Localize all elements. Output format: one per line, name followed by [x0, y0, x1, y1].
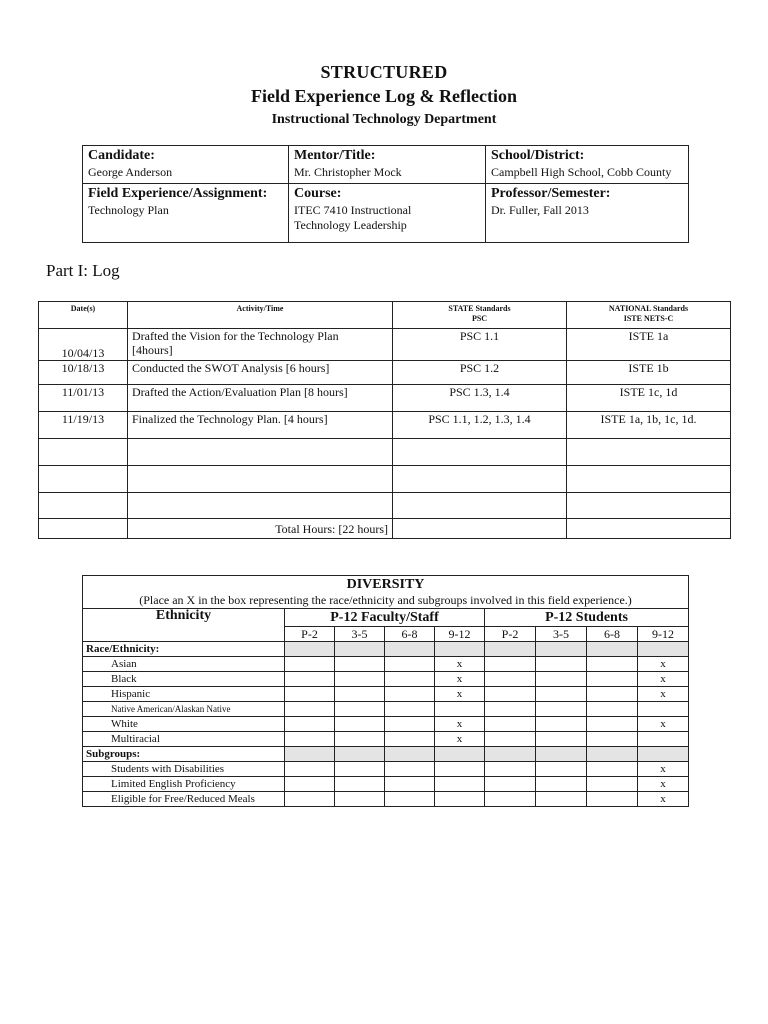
- race-section-row: [83, 642, 689, 657]
- race-label: Hispanic: [83, 687, 285, 702]
- log-header-national: [567, 302, 731, 329]
- candidate-cell: [83, 146, 289, 184]
- title-block: [0, 60, 768, 130]
- assignment-value: Technology Plan: [88, 203, 169, 217]
- subgroup-label: Students with Disabilities: [83, 762, 285, 777]
- grade-header: P-2: [285, 627, 335, 642]
- grade-header: 3-5: [335, 627, 385, 642]
- log-date: 10/18/13: [39, 361, 128, 385]
- log-empty-row: [39, 493, 731, 519]
- grade-header: 6-8: [385, 627, 435, 642]
- log-row: [39, 329, 731, 361]
- race-row: [83, 702, 689, 717]
- log-national: ISTE 1a, 1b, 1c, 1d.: [567, 412, 731, 439]
- log-header-state-line-1: STATE Standards: [448, 304, 511, 313]
- grade-header: 3-5: [536, 627, 587, 642]
- log-total-hours: Total Hours: [22 hours]: [128, 519, 393, 539]
- race-row: [83, 672, 689, 687]
- student-mark: x: [638, 717, 689, 732]
- log-date: 11/19/13: [39, 412, 128, 439]
- race-label: White: [83, 717, 285, 732]
- log-empty-row: [39, 466, 731, 493]
- diversity-students-header: P-12 Students: [485, 609, 689, 627]
- grade-header: 9-12: [638, 627, 689, 642]
- log-activity: Drafted the Action/Evaluation Plan [8 hours]: [128, 385, 393, 412]
- log-state: PSC 1.1: [393, 329, 567, 361]
- school-cell: [486, 146, 689, 184]
- subgroup-row: [83, 792, 689, 807]
- diversity-title: DIVERSITY: [83, 576, 689, 594]
- grade-header: 6-8: [587, 627, 638, 642]
- document-title: STRUCTURED: [320, 62, 448, 82]
- log-state: PSC 1.1, 1.2, 1.3, 1.4: [393, 412, 567, 439]
- school-value: Campbell High School, Cobb County: [491, 165, 672, 179]
- log-header-dates: Date(s): [39, 302, 128, 329]
- log-row: [39, 412, 731, 439]
- log-national: ISTE 1a: [567, 329, 731, 361]
- log-activity: Conducted the SWOT Analysis [6 hours]: [128, 361, 393, 385]
- subgroup-label: Eligible for Free/Reduced Meals: [83, 792, 285, 807]
- student-mark: x: [638, 777, 689, 792]
- professor-label: Professor/Semester:: [491, 186, 611, 201]
- faculty-mark: x: [435, 687, 485, 702]
- race-label: Multiracial: [83, 732, 285, 747]
- log-state: PSC 1.3, 1.4: [393, 385, 567, 412]
- log-activity: Finalized the Technology Plan. [4 hours]: [128, 412, 393, 439]
- log-activity-line-1: Drafted the Vision for the Technology Plan: [132, 329, 339, 343]
- professor-cell: [486, 184, 689, 243]
- subgroups-section-label: Subgroups:: [83, 747, 285, 762]
- professor-value: Dr. Fuller, Fall 2013: [491, 203, 589, 217]
- faculty-mark: x: [435, 672, 485, 687]
- diversity-instructions: (Place an X in the box representing the race/ethnicity and subgroups involved in this field experience.): [83, 593, 689, 609]
- info-table: [82, 145, 689, 243]
- faculty-mark: x: [435, 732, 485, 747]
- race-section-label: Race/Ethnicity:: [83, 642, 285, 657]
- mentor-cell: [289, 146, 486, 184]
- diversity-table: [82, 575, 689, 807]
- log-header-national-line-1: NATIONAL Standards: [608, 304, 689, 313]
- course-value-line-1: ITEC 7410 Instructional: [294, 203, 412, 217]
- subgroup-row: [83, 777, 689, 792]
- school-label: School/District:: [491, 148, 585, 163]
- log-header-national-line-2: ISTE NETS-C: [623, 314, 674, 323]
- log-activity: [128, 329, 393, 361]
- log-empty-row: [39, 439, 731, 466]
- log-header-row: [39, 302, 731, 329]
- course-label: Course:: [294, 186, 342, 201]
- mentor-label: Mentor/Title:: [294, 148, 376, 163]
- log-date: 10/04/13: [39, 329, 128, 361]
- race-label: Native American/Alaskan Native: [83, 702, 285, 717]
- diversity-faculty-header: P-12 Faculty/Staff: [285, 609, 485, 627]
- assignment-label: Field Experience/Assignment:: [88, 186, 268, 201]
- log-header-state: [393, 302, 567, 329]
- student-mark: x: [638, 672, 689, 687]
- candidate-value: George Anderson: [88, 165, 173, 179]
- student-mark: x: [638, 657, 689, 672]
- subgroup-row: [83, 762, 689, 777]
- race-row: [83, 732, 689, 747]
- log-table: [38, 301, 731, 539]
- log-row: [39, 361, 731, 385]
- grade-header: 9-12: [435, 627, 485, 642]
- log-activity-line-2: [4hours]: [132, 343, 173, 357]
- log-header-state-line-2: PSC: [471, 314, 488, 323]
- candidate-label: Candidate:: [88, 148, 155, 163]
- part-one-heading: Part I: Log: [46, 261, 120, 280]
- course-value-line-2: Technology Leadership: [294, 218, 407, 232]
- log-national: ISTE 1b: [567, 361, 731, 385]
- log-row: [39, 385, 731, 412]
- grade-header: P-2: [485, 627, 536, 642]
- student-mark: x: [638, 792, 689, 807]
- race-label: Asian: [83, 657, 285, 672]
- course-cell: [289, 184, 486, 243]
- student-mark: x: [638, 687, 689, 702]
- race-row: [83, 687, 689, 702]
- document-subtitle: Field Experience Log & Reflection: [251, 86, 517, 106]
- assignment-cell: [83, 184, 289, 243]
- race-row: [83, 657, 689, 672]
- faculty-mark: x: [435, 657, 485, 672]
- log-total-row: [39, 519, 731, 539]
- log-state: PSC 1.2: [393, 361, 567, 385]
- log-date: 11/01/13: [39, 385, 128, 412]
- student-mark: x: [638, 762, 689, 777]
- mentor-value: Mr. Christopher Mock: [294, 165, 402, 179]
- log-header-activity: Activity/Time: [128, 302, 393, 329]
- subgroup-label: Limited English Proficiency: [83, 777, 285, 792]
- faculty-mark: x: [435, 717, 485, 732]
- subgroups-section-row: [83, 747, 689, 762]
- diversity-ethnicity-header: Ethnicity: [83, 609, 285, 642]
- race-label: Black: [83, 672, 285, 687]
- race-row: [83, 717, 689, 732]
- log-national: ISTE 1c, 1d: [567, 385, 731, 412]
- department-name: Instructional Technology Department: [271, 112, 497, 127]
